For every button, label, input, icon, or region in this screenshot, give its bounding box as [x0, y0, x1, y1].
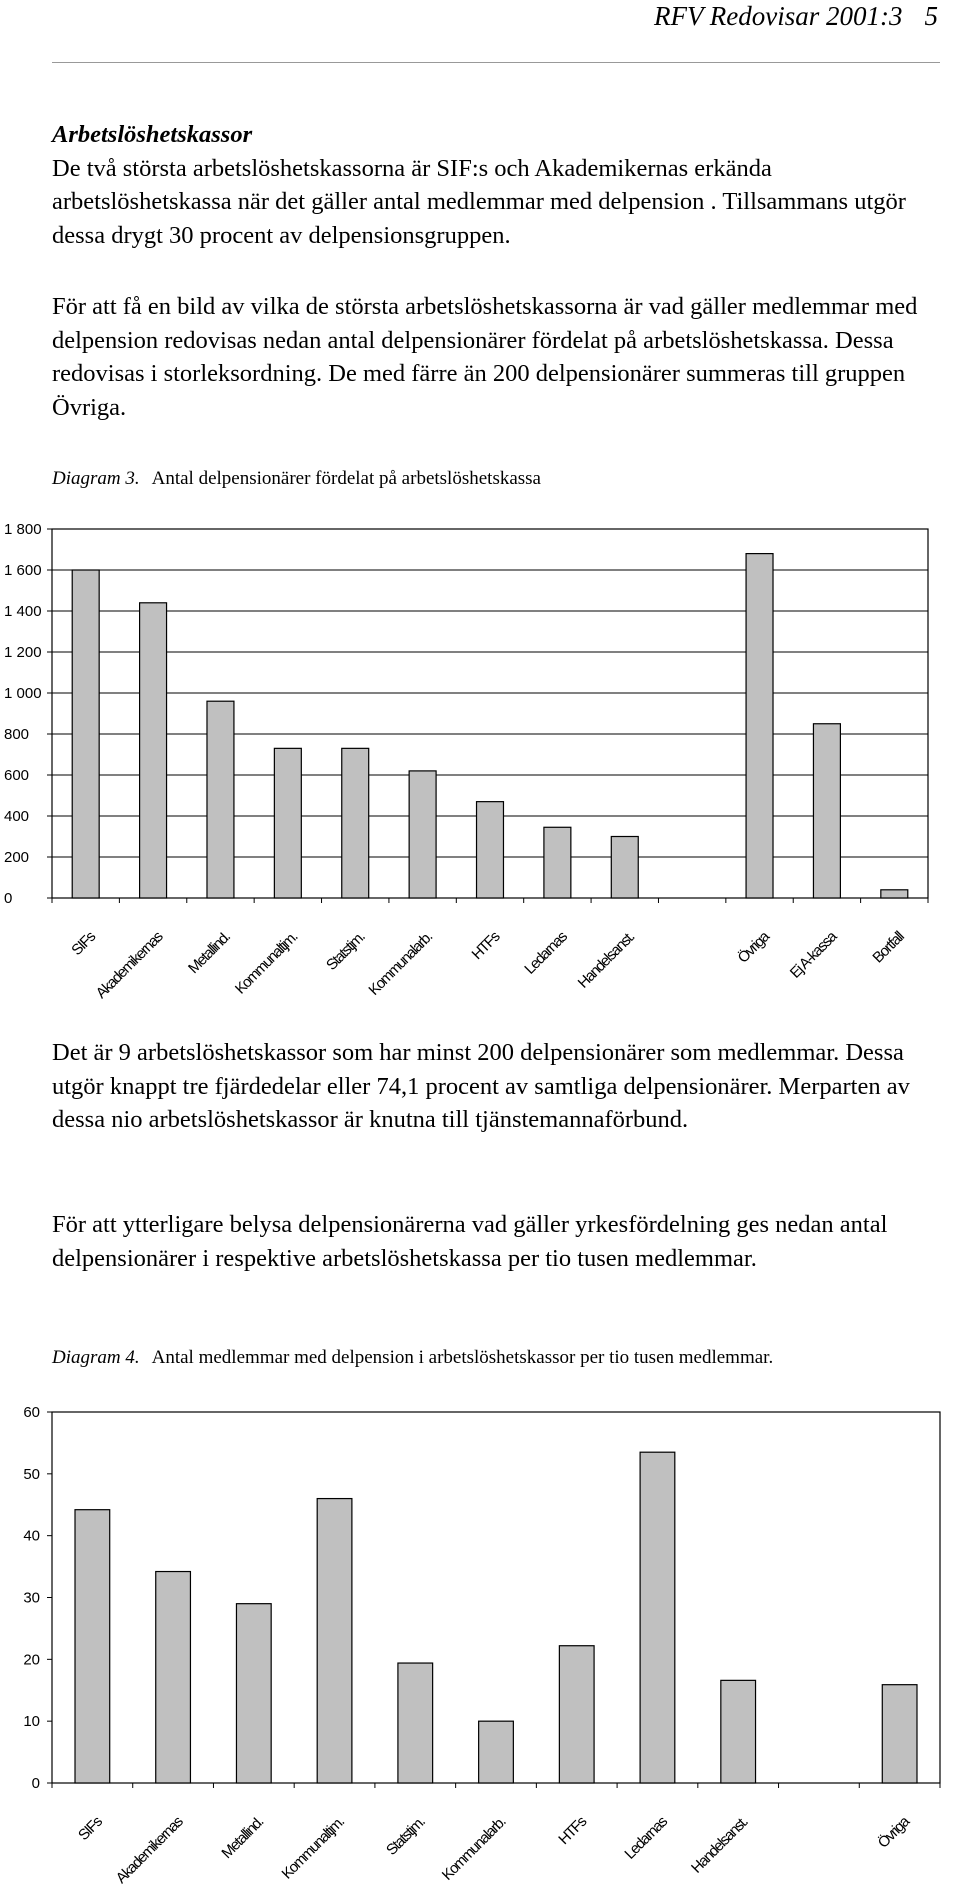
bar — [559, 1646, 594, 1783]
y-tick-label: 600 — [4, 767, 30, 784]
x-category-label: Akademikernas — [92, 928, 166, 1002]
paragraph-3: Det är 9 arbetslöshetskassor som har minst 200 delpensionärer som medlemmar. Dessa utgör knappt tre fjärdedelar eller 74,1 procent av samtliga delpensionärer. Merparten av dessa nio arbetslöshetskassor är knutna till tjänstemannaförbund. — [52, 1039, 910, 1133]
x-category-label: Ej A-kassa — [786, 928, 840, 982]
diagram4-caption — [52, 1346, 773, 1370]
x-category-label: Kommunalarb. — [365, 928, 436, 999]
y-tick-label: 60 — [23, 1404, 40, 1421]
y-tick-label: 1 000 — [4, 685, 42, 702]
header-rule — [52, 62, 940, 63]
y-tick-label: 30 — [23, 1589, 40, 1607]
y-tick-label: 10 — [23, 1713, 40, 1731]
y-tick-label: 0 — [31, 1775, 40, 1792]
bar — [746, 554, 773, 898]
y-tick-label: 50 — [23, 1465, 40, 1483]
x-category-label: Kommunaltjm. — [231, 928, 301, 998]
x-category-label: Metallind. — [185, 928, 234, 978]
bar — [274, 748, 301, 898]
bar — [611, 837, 638, 899]
diagram4-number: Diagram 4. — [52, 1347, 140, 1368]
bar — [398, 1663, 433, 1783]
x-category-label: Bortfall — [869, 928, 908, 967]
bar — [207, 701, 234, 898]
bar — [813, 724, 840, 898]
y-tick-label: 1 800 — [4, 521, 42, 538]
bar — [342, 748, 369, 898]
paragraph-4: För att ytterligare belysa delpensionärerna vad gäller yrkesfördelning ges nedan antal delpensionärer i respektive arbetslöshetskassa per tio tusen medlemmar. — [52, 1211, 888, 1272]
bar — [140, 603, 167, 898]
paragraph-2: För att få en bild av vilka de största arbetslöshetskassorna är vad gäller medlemmar med delpension redovisas nedan antal delpensionärer fördelat på arbetslöshetskassa. Dessa redovisas i storleksordning. De med färre än 200 delpensionärer summeras till gruppen Övriga. — [52, 293, 918, 421]
x-category-label: Statstjm. — [383, 1813, 429, 1859]
x-category-label: SIFs — [75, 1813, 106, 1844]
bar — [640, 1452, 675, 1783]
x-category-label: Ledarnas — [521, 928, 571, 978]
bar — [72, 570, 99, 898]
x-category-label: SIFs — [68, 928, 99, 959]
page-header — [654, 0, 938, 32]
bar — [409, 771, 436, 898]
paragraph-1: De två största arbetslöshetskassorna är SIF:s och Akademikernas erkända arbetslöshetskassa när det gäller antal medlemmar med delpension . Tillsammans utgör dessa drygt 30 procent av delpensionsgruppen. — [52, 154, 906, 249]
x-category-label: Kommunaltjm. — [278, 1813, 348, 1883]
bar — [544, 827, 571, 898]
x-category-label: Ledarnas — [621, 1813, 671, 1863]
report-title: RFV Redovisar 2001:3 — [654, 1, 903, 31]
y-tick-label: 1 400 — [4, 603, 42, 620]
x-category-label: Akademikernas — [112, 1813, 186, 1887]
x-category-label: Statstjm. — [323, 928, 369, 974]
y-tick-label: 200 — [4, 849, 30, 866]
bar — [156, 1572, 191, 1783]
bar — [882, 1685, 917, 1783]
x-category-label: Metallind. — [218, 1813, 267, 1863]
page-number: 5 — [924, 1, 938, 31]
diagram3-number: Diagram 3. — [52, 468, 140, 489]
bar — [721, 1680, 756, 1783]
y-tick-label: 0 — [4, 890, 13, 907]
diagram3-caption — [52, 467, 541, 491]
section-arbetsloshetskassor — [52, 118, 942, 252]
bar — [236, 1604, 271, 1783]
x-category-label: Övriga — [734, 928, 773, 967]
x-category-label: HTFs — [555, 1813, 590, 1849]
x-category-label: Handelsanst. — [574, 928, 638, 992]
bar — [75, 1510, 110, 1783]
diagram3-chart — [0, 510, 960, 1030]
diagram4-chart — [0, 1390, 960, 1901]
y-tick-label: 1 200 — [4, 644, 42, 661]
y-tick-label: 40 — [23, 1527, 40, 1545]
bar — [477, 802, 504, 898]
section-heading: Arbetslöshetskassor — [52, 121, 253, 148]
x-category-label: HTFs — [468, 928, 503, 964]
y-tick-label: 1 600 — [4, 562, 42, 579]
x-category-label: Kommunalarb. — [438, 1813, 509, 1884]
y-tick-label: 800 — [4, 726, 30, 743]
bar — [881, 890, 908, 898]
y-tick-label: 400 — [4, 808, 30, 825]
bar — [317, 1499, 352, 1783]
y-tick-label: 20 — [23, 1651, 40, 1669]
x-category-label: Handelsanst. — [688, 1813, 752, 1877]
diagram4-title: Antal medlemmar med delpension i arbetslöshetskassor per tio tusen medlemmar. — [151, 1347, 774, 1368]
diagram3-title: Antal delpensionärer fördelat på arbetslöshetskassa — [151, 468, 541, 489]
x-category-label: Övriga — [874, 1813, 913, 1852]
bar — [479, 1721, 514, 1783]
